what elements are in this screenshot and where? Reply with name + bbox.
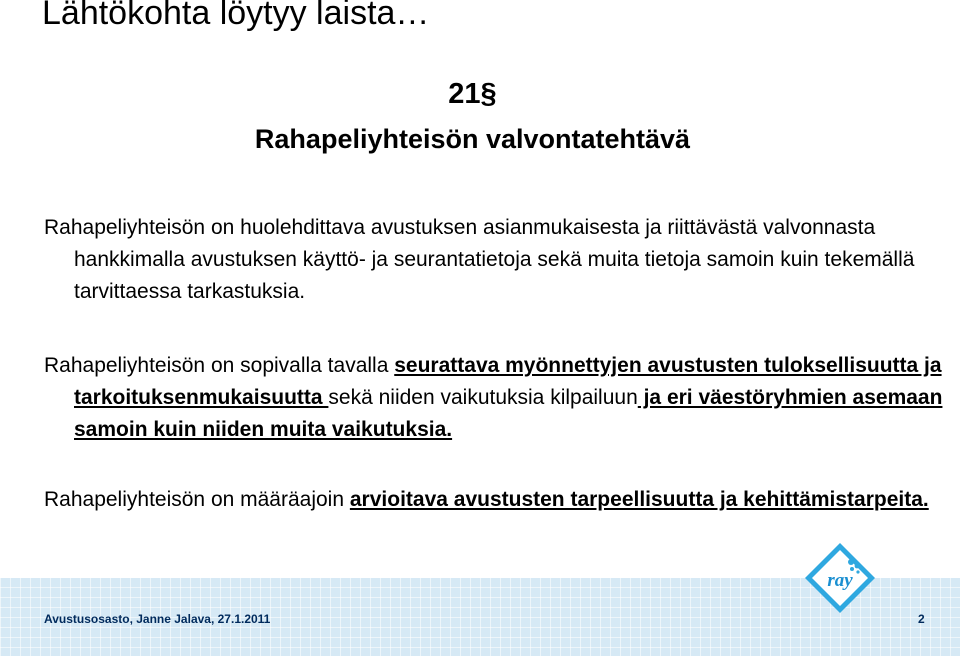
paragraph-2-lead: Rahapeliyhteisön on sopivalla tavalla	[44, 354, 395, 377]
paragraph-2	[44, 350, 944, 446]
paragraph-3-lead: Rahapeliyhteisön on määräajoin	[44, 488, 350, 511]
ray-logo	[803, 541, 877, 615]
paragraph-2-emphasis-1: seurattava myönnettyjen avustusten tuloksellisuutta ja tarkoituksenmukaisuutta	[74, 354, 942, 409]
paragraph-3-emphasis: arvioitava avustusten tarpeellisuutta ja kehittämistarpeita.	[349, 488, 929, 511]
paragraph-2-emphasis-2: ja eri väestöryhmien asemaan samoin kuin niiden muita vaikutuksia.	[74, 386, 943, 441]
logo-dot	[855, 564, 860, 569]
page-number: 2	[918, 612, 925, 626]
logo-dot	[856, 570, 859, 573]
paragraph-1-text: Rahapeliyhteisön on huolehdittava avustuksen asianmukaisesta ja riittävästä valvonnasta hankkimalla avustuksen käyttö- ja seurantatietoja sekä muita tietoja samoin kuin tekemällä tarvittaessa tarkastuksia.	[44, 216, 915, 303]
paragraph-1	[44, 212, 944, 308]
paragraph-3	[44, 484, 944, 516]
section-number: 21§	[448, 78, 497, 110]
footer-text: Avustusosasto, Janne Jalava, 27.1.2011	[44, 612, 271, 626]
logo-text: ray	[827, 570, 853, 591]
slide-title: Lähtökohta löytyy laista…	[42, 0, 430, 32]
logo-dot	[848, 559, 854, 565]
paragraph-2-middle: sekä niiden vaikutuksia kilpailuun	[328, 386, 638, 409]
section-heading: Rahapeliyhteisön valvontatehtävä	[254, 124, 691, 154]
